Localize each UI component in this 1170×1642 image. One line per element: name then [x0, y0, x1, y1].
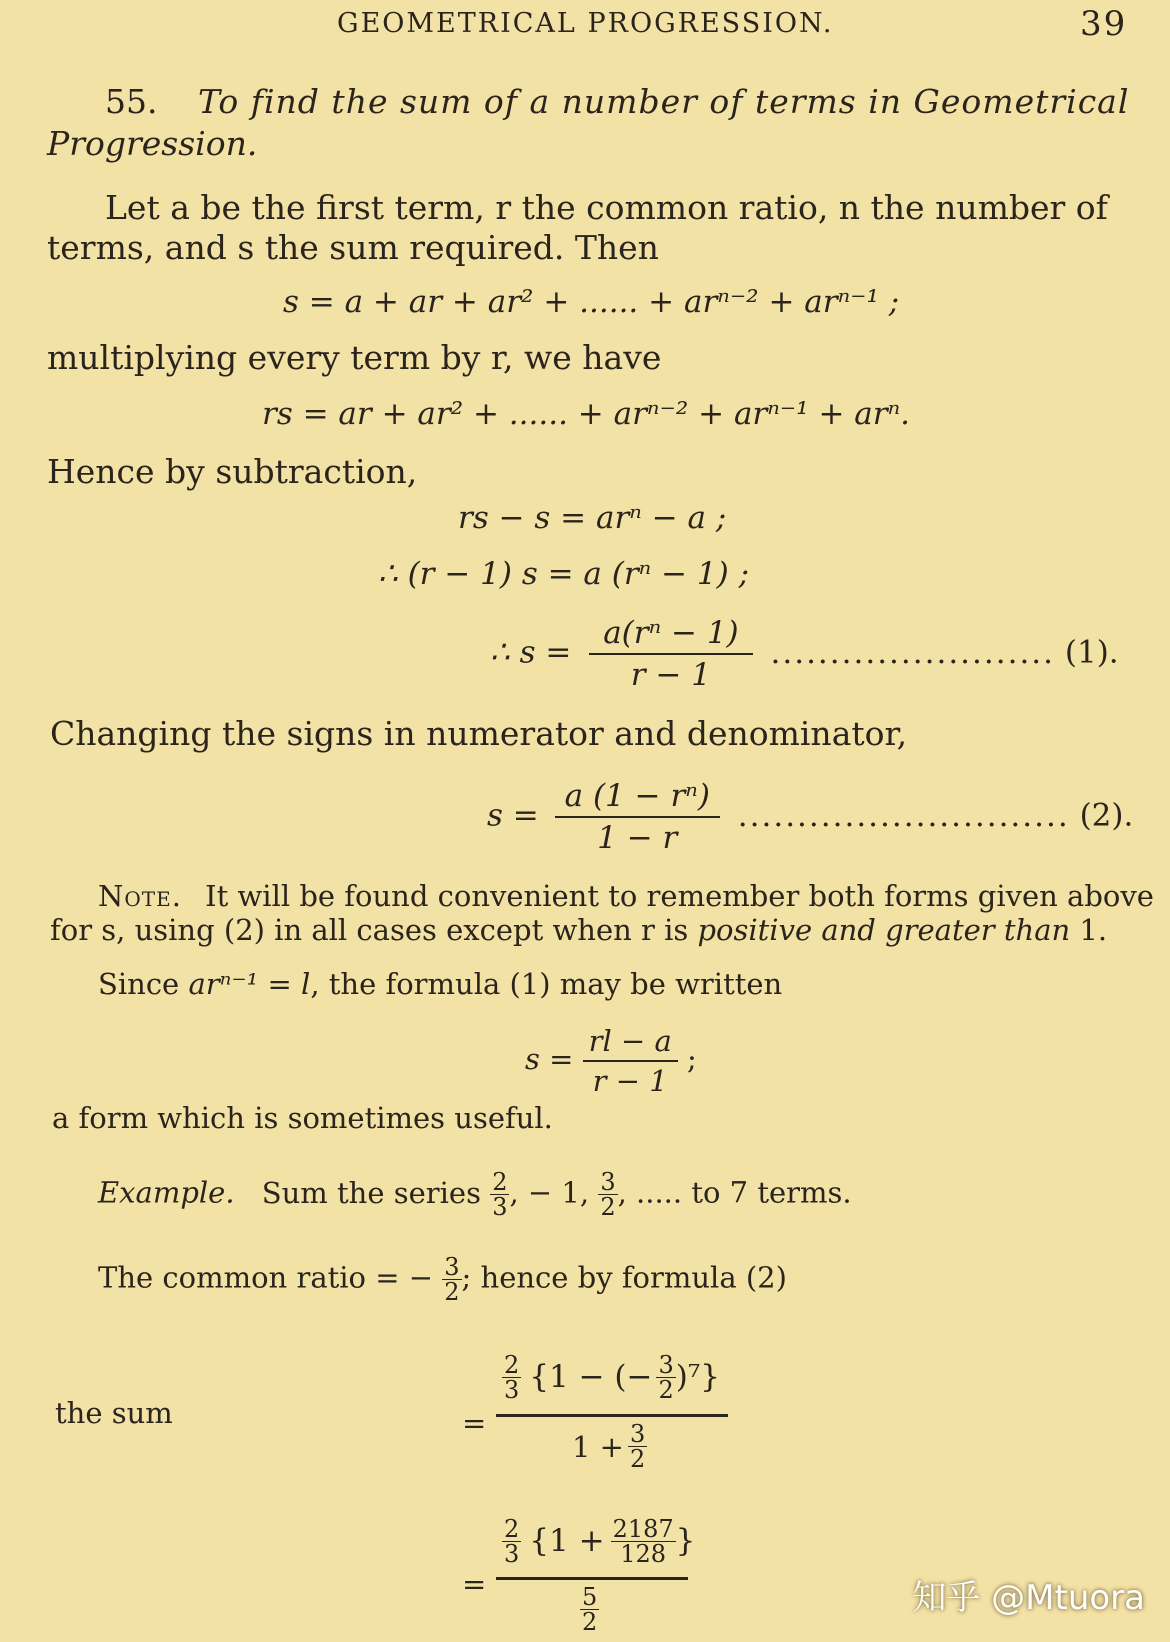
sum2-frac-d-num: 5 — [582, 1583, 598, 1611]
eq6-prefix: s = — [487, 797, 539, 834]
example-mid: , − 1, — [509, 1175, 590, 1210]
eq6-denominator: 1 − r — [597, 820, 678, 856]
ratio-frac — [442, 1255, 461, 1304]
para5: a form which is sometimes useful. — [52, 1101, 553, 1135]
note-line1 — [98, 878, 1154, 914]
sum1-frac-b-den: 2 — [658, 1375, 674, 1404]
sum1-frac-b — [656, 1350, 675, 1404]
sum2-frac-a — [502, 1514, 521, 1568]
para2: multiplying every term by r, we have — [47, 338, 662, 377]
sum2-frac-b-num: 2187 — [612, 1514, 674, 1543]
ratio-frac-num: 3 — [444, 1253, 460, 1281]
para1-line2: terms, and s the sum required. Then — [47, 228, 659, 267]
equation-4: ∴ (r − 1) s = a (rⁿ − 1) ; — [378, 556, 750, 592]
section-heading — [105, 82, 1129, 122]
eq6-tag: (2). — [1079, 797, 1134, 834]
sum2-numerator — [496, 1505, 696, 1580]
sum1-frac-c — [628, 1422, 647, 1471]
since-text-end: , the formula (1) may be written — [310, 967, 783, 1001]
example-label: Example. — [98, 1175, 235, 1210]
equation-7 — [525, 1024, 697, 1098]
eq7-prefix: s = — [525, 1042, 574, 1076]
example-line — [98, 1170, 852, 1219]
sum1-den-text: 1 + — [572, 1429, 624, 1464]
equation-3: rs − s = arⁿ − a ; — [458, 500, 727, 536]
sum2-frac-a-den: 3 — [504, 1539, 520, 1568]
sum-label: the sum — [55, 1396, 173, 1430]
note-text1: It will be found convenient to remember both forms given above — [205, 879, 1154, 913]
sum1-denominator — [572, 1422, 647, 1471]
para3: Hence by subtraction, — [47, 452, 418, 491]
sum2-frac-a-num: 2 — [504, 1514, 520, 1543]
eq5-denominator: r − 1 — [630, 657, 712, 693]
sum2-denominator — [580, 1585, 599, 1634]
sum2-frac-b-den: 128 — [620, 1539, 666, 1568]
eq6-fraction — [555, 778, 720, 856]
equation-5 — [490, 615, 1119, 693]
eq5-tag: (1). — [1064, 634, 1119, 671]
example-frac2 — [598, 1170, 617, 1219]
ratio-line — [98, 1255, 787, 1304]
sum2-brace-open: {1 + — [529, 1523, 605, 1559]
note-line2 — [50, 912, 1107, 948]
equation-1: s = a + ar + ar² + ...... + arⁿ⁻² + arⁿ⁻¹ ; — [283, 284, 900, 320]
sum1-brace-open: {1 − (− — [529, 1359, 653, 1395]
example-text2: , ..... to 7 terms. — [617, 1175, 852, 1210]
sum2-frac-d-den: 2 — [582, 1608, 598, 1636]
eq5-prefix: ∴ s = — [490, 634, 572, 671]
watermark: 知乎 @Mtuora — [912, 1578, 1145, 1618]
para1-line1: Let a be the first term, r the common ratio, n the number of — [105, 188, 1108, 227]
equation-2: rs = ar + ar² + ...... + arⁿ⁻² + arⁿ⁻¹ + arⁿ. — [262, 396, 911, 432]
sum1-equals: = — [462, 1406, 487, 1440]
eq7-suffix: ; — [687, 1042, 697, 1076]
sum2-equals: = — [462, 1567, 487, 1601]
example-text1: Sum the series — [261, 1175, 481, 1210]
sum1-frac-b-num: 3 — [658, 1350, 674, 1379]
since-line — [98, 966, 782, 1002]
ratio-frac-den: 2 — [444, 1278, 460, 1306]
example-frac1-den: 3 — [492, 1193, 508, 1221]
sum1-frac-a — [502, 1350, 521, 1404]
since-expression: arⁿ⁻¹ = l — [188, 967, 311, 1001]
example-frac1 — [490, 1170, 509, 1219]
section-heading-line1: To find the sum of a number of terms in Geometrical — [197, 82, 1130, 121]
eq7-numerator: rl − a — [583, 1024, 678, 1062]
header-title: GEOMETRICAL PROGRESSION. — [337, 8, 834, 39]
section-heading-line2: Progression. — [47, 124, 258, 163]
sum1-numerator — [496, 1340, 728, 1417]
sum2-frac-b — [611, 1514, 676, 1568]
eq6-leader: ............................ — [737, 797, 1070, 834]
sum1-frac-c-den: 2 — [629, 1445, 646, 1473]
example-frac1-num: 2 — [492, 1168, 508, 1196]
eq5-leader: ........................ — [770, 634, 1056, 671]
eq5-numerator: a(rⁿ − 1) — [589, 615, 752, 655]
example-frac2-den: 2 — [600, 1193, 616, 1221]
eq7-fraction — [583, 1024, 678, 1098]
eq5-fraction — [589, 615, 752, 693]
note-text2-end: 1. — [1070, 913, 1108, 947]
note-text2-italic: positive and greater than — [697, 913, 1071, 947]
note-text2-start: for s, using (2) in all cases except when r is — [50, 913, 698, 947]
since-text-start: Since — [98, 967, 189, 1001]
sum2-brace-close: } — [675, 1523, 696, 1559]
section-number: 55. — [105, 82, 158, 121]
ratio-text2: ; hence by formula (2) — [461, 1260, 787, 1295]
equation-6 — [487, 778, 1133, 856]
para4: Changing the signs in numerator and denominator, — [50, 714, 908, 753]
ratio-text1: The common ratio = − — [98, 1260, 434, 1295]
page-number: 39 — [1080, 4, 1128, 44]
sum2-frac-d — [580, 1585, 599, 1634]
sum1-frac-c-num: 3 — [629, 1420, 646, 1448]
example-frac2-num: 3 — [600, 1168, 616, 1196]
eq7-denominator: r − 1 — [592, 1064, 668, 1098]
sum1-brace-close: )⁷} — [675, 1359, 721, 1395]
note-label: Note. — [98, 879, 182, 913]
eq6-numerator: a (1 − rⁿ) — [555, 778, 720, 818]
sum1-frac-a-num: 2 — [504, 1350, 520, 1379]
sum1-frac-a-den: 3 — [504, 1375, 520, 1404]
